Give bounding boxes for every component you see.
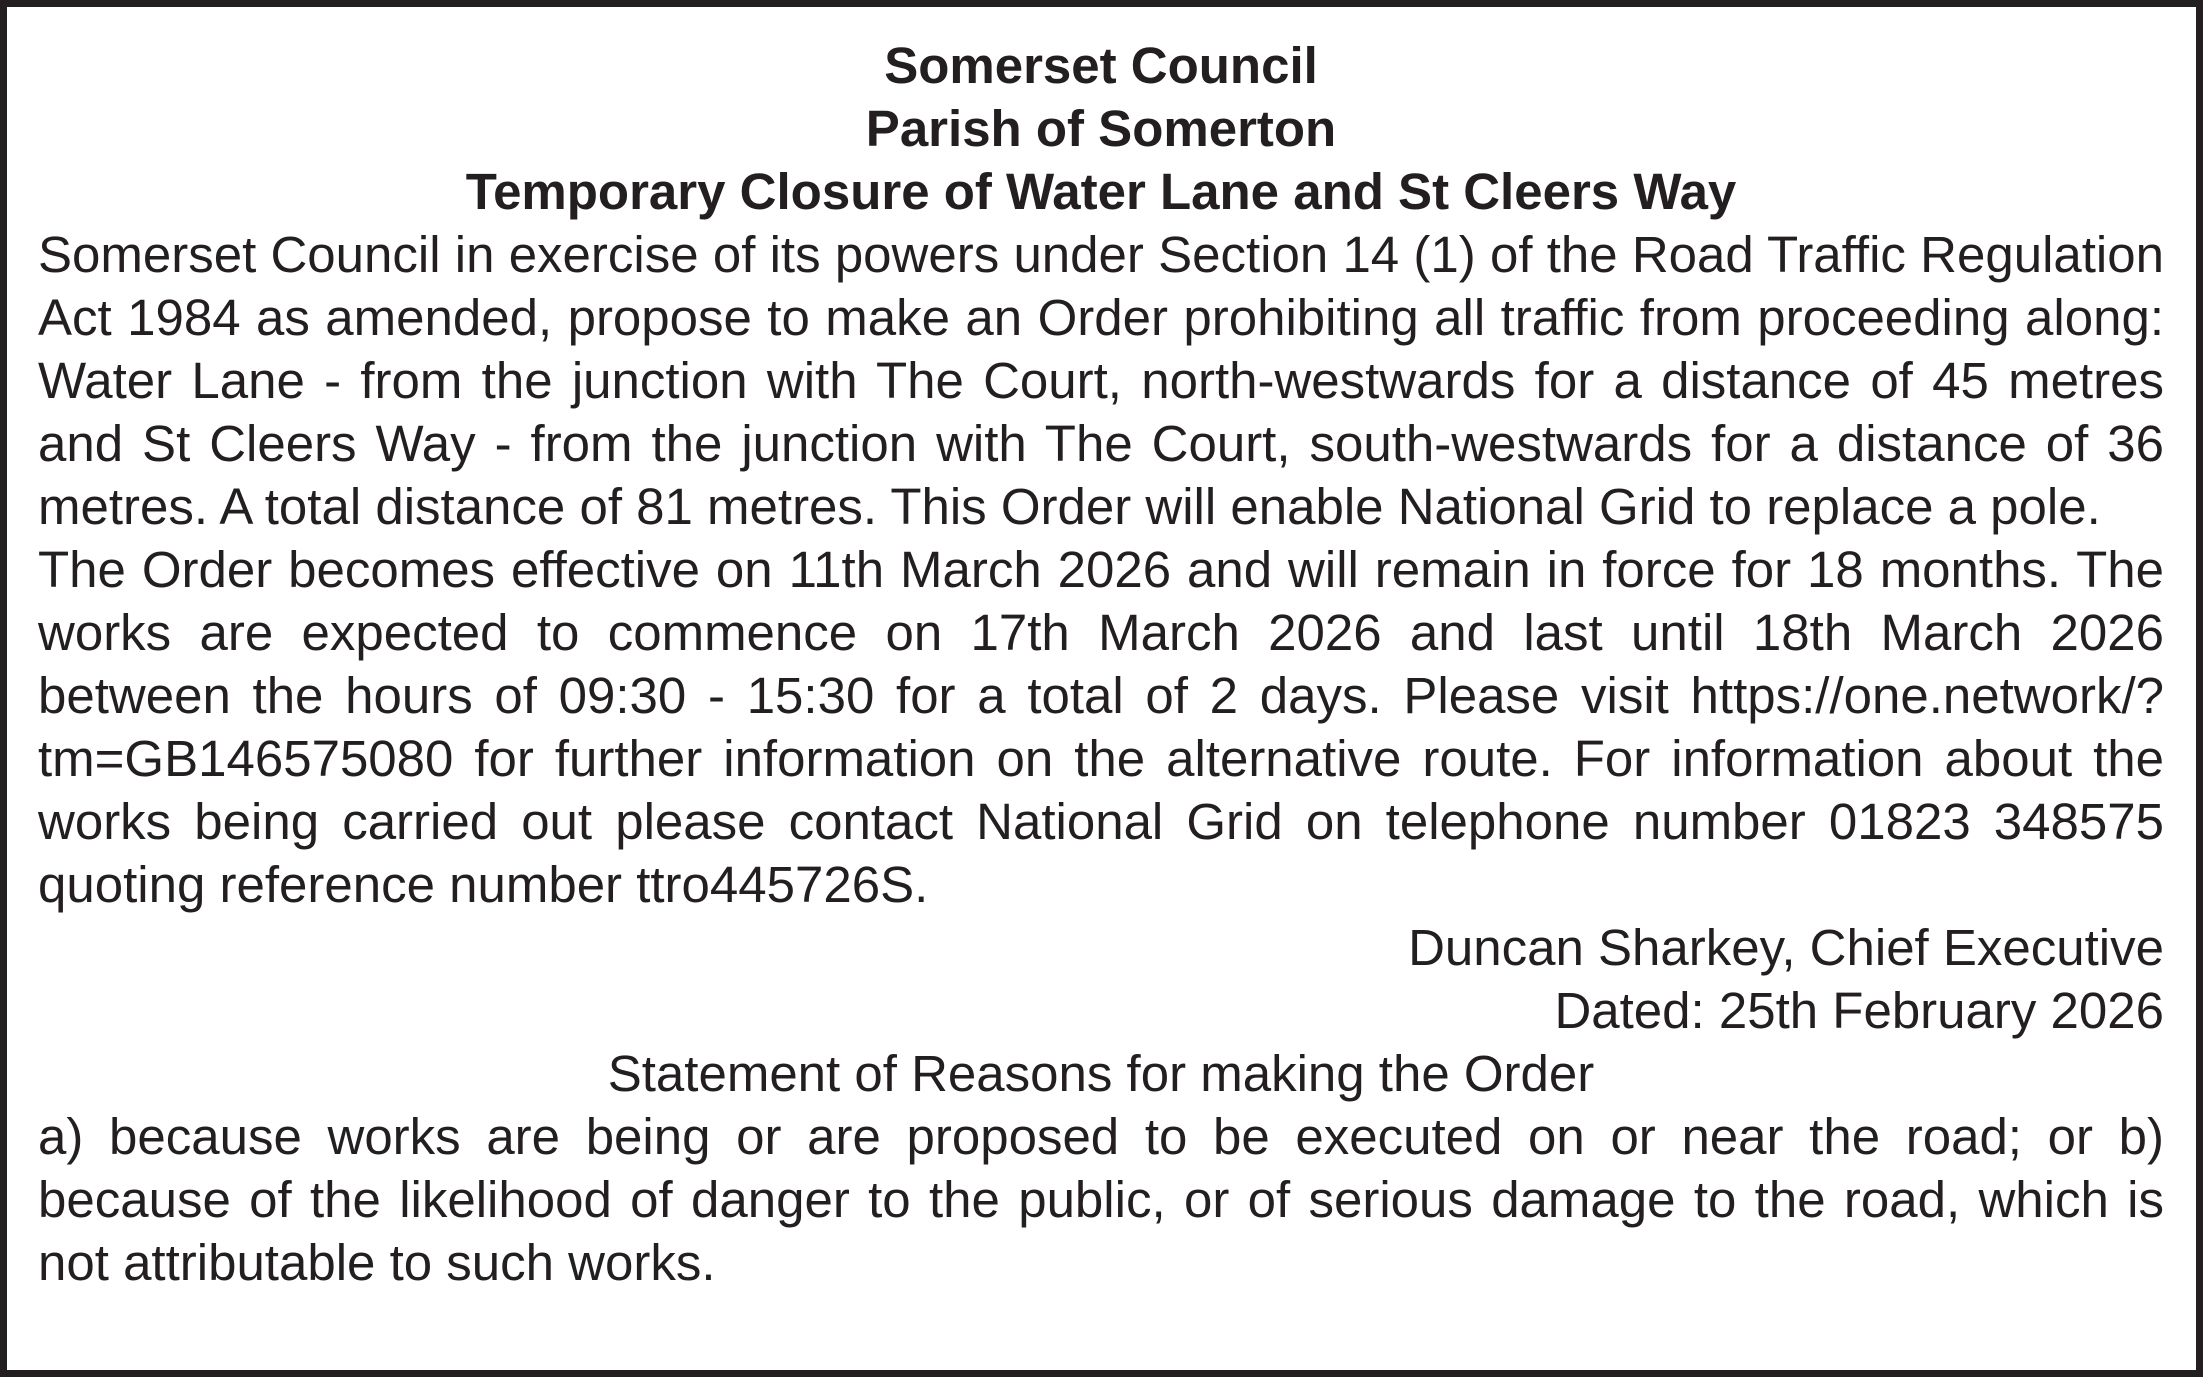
reasons-text: a) because works are being or are proposed to be executed on or near the road; or b) because of the likelihood of danger to the public, or of serious damage to the road, which is not attributable to such works. <box>38 1108 2164 1291</box>
notice-heading-council: Somerset Council <box>884 37 1318 94</box>
notice-paragraph-dates: The Order becomes effective on 11th March 2026 and will remain in force for 18 months. The works are expected to commence on 17th March 2026 and last until 18th March 2026 between the hours of 09:30 - 15:30 for a total of 2 days. Please visit https://one.network/?tm=GB146575080 for further information on the alternative route. For information about the works being carried out please contact National Grid on telephone number 01823 348575 quoting reference number ttro445726S. <box>38 541 2164 913</box>
notice-signatory: Duncan Sharkey, Chief Executive <box>1408 919 2164 976</box>
reasons-title: Statement of Reasons for making the Order <box>607 1045 1595 1102</box>
notice-heading-parish: Parish of Somerton <box>865 100 1337 157</box>
notice-paragraph-order: Somerset Council in exercise of its powers under Section 14 (1) of the Road Traffic Regulation Act 1984 as amended, propose to make an Order prohibiting all traffic from proceeding along: Water Lane - from the junction with The Court, north-westwards for a distance of 45 metres and St Cleers Way - from the junction with The Court, south-westwards for a distance of 36 metres. A total distance of 81 metres. This Order will enable National Grid to replace a pole. <box>38 226 2164 535</box>
notice-dated: Dated: 25th February 2026 <box>1554 982 2164 1039</box>
notice-heading-closure: Temporary Closure of Water Lane and St Cleers Way <box>465 163 1737 220</box>
